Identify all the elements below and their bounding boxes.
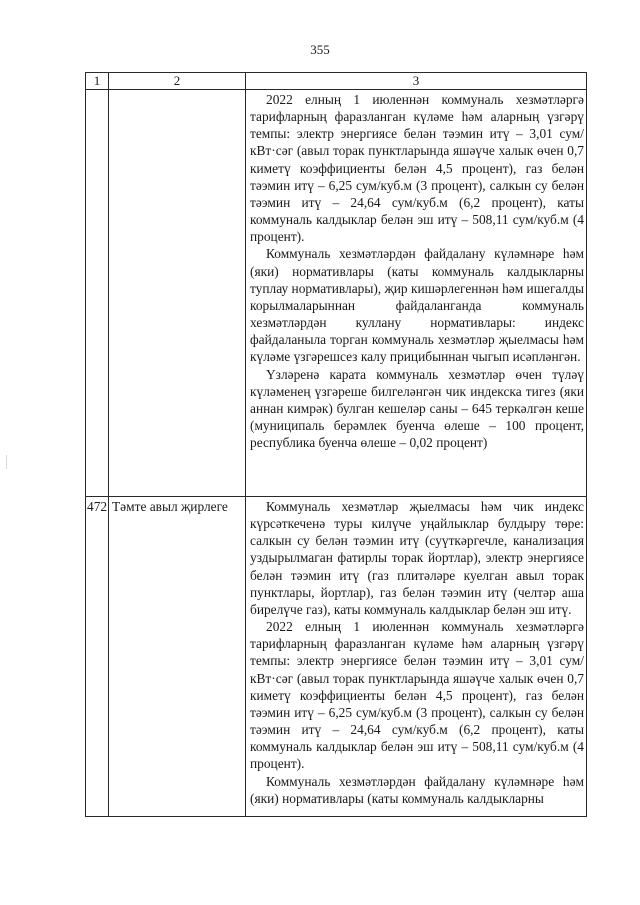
paragraph: Коммуналь хезмәтләрдән файдалану күләмнәре һәм (яки) нормативлары (каты коммуналь калдыкларны: [250, 773, 584, 806]
table-header-row: [86, 73, 587, 90]
paragraph: Коммуналь хезмәтләр җыелмасы һәм чик индекс күрсәткеченә туры килүче уңайлыклар булдыру төре: салкын су белән тәэмин итү (суүткәргечле, канализация уздырылмаган фатирлы торак йортлар), электр энергиясе белән тәэмин итү (газ плитәләре куелган авыл торак пунктлары, йортлар), газ белән тәэмин итү (челтәр аша бирелүче газ), каты коммуналь калдыклар белән эш итү.: [250, 499, 584, 617]
row-number-cell: [86, 90, 109, 497]
document-table: [85, 72, 587, 817]
paragraph: Коммуналь хезмәтләрдән файдалану күләмнәре һәм (яки) нормативлары (каты коммуналь калдыкларны туплау нормативлары), җир кишәрлегеннән һәм ишегалды корылмаларыннан файдаланганда коммуналь хезмәтләрдән куллану нормативлары: индекс файдаланыла торган коммуналь хезмәтләр җыелмасы һәм күләме үзгәрешсез калу прицибыннан чыгып исәпләнгән.: [250, 246, 584, 365]
description-cell: [246, 497, 587, 817]
settlement-name-cell: Тәмте авыл җирлеге: [109, 497, 246, 817]
column-header-name: 2: [109, 73, 246, 90]
column-header-number: 1: [86, 73, 109, 90]
paragraph: 2022 елның 1 июленнән коммуналь хезмәтләргә тарифларның фаразланган күләме һәм аларның үзгәрү темпы: электр энергиясе белән тәэмин итү – 3,01 сум/кВт·сәг (авыл торак пунктларында яшәүче халык өчен 0,7 киметү коэффициенты белән 4,5 процент), газ белән тәэмин итү – 6,25 сум/куб.м (3 процент), салкын су белән тәэмин итү – 24,64 сум/куб.м (6,2 процент), каты коммуналь калдыклар белән эш итү – 508,11 сум/куб.м (4 процент).: [250, 92, 584, 245]
description-cell: [246, 90, 587, 497]
paragraph: 2022 елның 1 июленнән коммуналь хезмәтләргә тарифларның фаразланган күләме һәм аларның үзгәрү темпы: электр энергиясе белән тәэмин итү – 3,01 сум/кВт·сәг (авыл торак пунктларында яшәүче халык өчен 0,7 киметү коэффициенты белән 4,5 процент), газ белән тәэмин итү – 6,25 сум/куб.м (3 процент), салкын су белән тәэмин итү – 24,64 сум/куб.м (6,2 процент), каты коммуналь калдыклар белән эш итү – 508,11 сум/куб.м (4 процент).: [250, 619, 584, 772]
table-row: [86, 90, 587, 497]
table-row: [86, 497, 587, 817]
page-number: 355: [310, 42, 330, 57]
paragraph: Үзләренә карата коммуналь хезмәтләр өчен түләү күләменең үзгәреше билгеләнгән чик индекска тигез (яки аннан кимрәк) булган кешеләр саны – 645 теркәлгән кеше (муниципаль берәмлек буенча өлеше – 100 процент, республика буенча өлеше – 0,02 процент): [250, 366, 584, 451]
column-header-text: 3: [246, 73, 587, 90]
settlement-name-cell: [109, 90, 246, 497]
scan-artifact: [6, 455, 7, 469]
row-number-cell: 472: [86, 497, 109, 817]
